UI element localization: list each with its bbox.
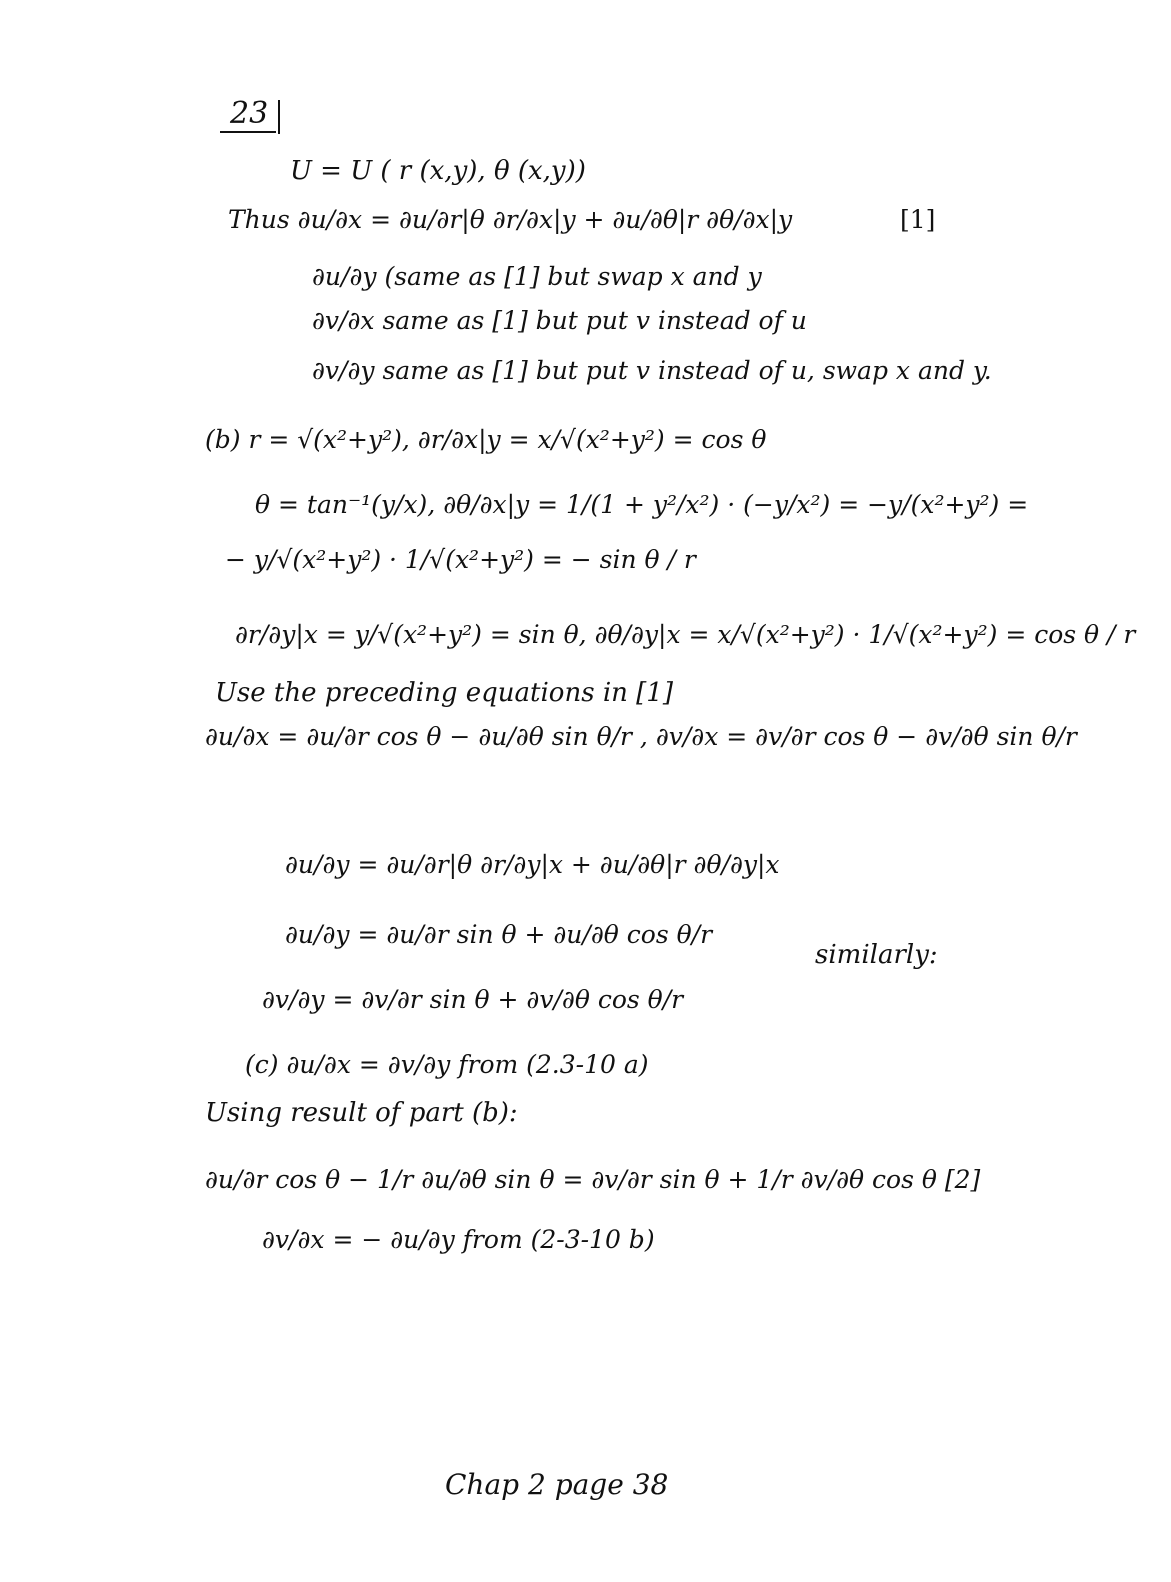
- problem-number-bar: [278, 100, 280, 134]
- part-c-cauchy-riemann-a: (c) ∂u/∂x = ∂v/∂y from (2.3-10 a): [245, 1050, 649, 1079]
- note-dvdy: ∂v/∂y same as [1] but put v instead of u, swap x and y.: [312, 356, 992, 385]
- equation-2: ∂u/∂r cos θ − 1/r ∂u/∂θ sin θ = ∂v/∂r sin θ + 1/r ∂v/∂θ cos θ [2]: [205, 1165, 981, 1194]
- similarly-note: similarly:: [815, 940, 938, 970]
- dvdy-result: ∂v/∂y = ∂v/∂r sin θ + ∂v/∂θ cos θ/r: [262, 985, 684, 1014]
- dudx-dvdx-result: ∂u/∂x = ∂u/∂r cos θ − ∂u/∂θ sin θ/r , ∂v/∂x = ∂v/∂r cos θ − ∂v/∂θ sin θ/r: [205, 722, 1077, 751]
- part-b-theta-derivative: θ = tan⁻¹(y/x), ∂θ/∂x|y = 1/(1 + y²/x²) · (−y/x²) = −y/(x²+y²) =: [255, 490, 1029, 519]
- using-result-note: Using result of part (b):: [205, 1098, 518, 1128]
- part-b-theta-simplified: − y/√(x²+y²) · 1/√(x²+y²) = − sin θ / r: [225, 545, 696, 574]
- part-c-cauchy-riemann-b: ∂v/∂x = − ∂u/∂y from (2-3-10 b): [262, 1225, 655, 1254]
- page-footer: Chap 2 page 38: [445, 1468, 669, 1501]
- problem-number: 23: [220, 96, 276, 133]
- function-definition: U = U ( r (x,y), θ (x,y)): [290, 156, 586, 186]
- note-dvdx: ∂v/∂x same as [1] but put v instead of u: [312, 306, 807, 335]
- part-b-y-derivatives: ∂r/∂y|x = y/√(x²+y²) = sin θ, ∂θ/∂y|x = x/√(x²+y²) · 1/√(x²+y²) = cos θ / r: [235, 620, 1136, 649]
- use-preceding-note: Use the preceding equations in [1]: [215, 678, 673, 708]
- part-b-r-derivative: (b) r = √(x²+y²), ∂r/∂x|y = x/√(x²+y²) = cos θ: [205, 425, 767, 454]
- chain-rule-dudy: ∂u/∂y = ∂u/∂r|θ ∂r/∂y|x + ∂u/∂θ|r ∂θ/∂y|x: [285, 850, 780, 879]
- dudy-result: ∂u/∂y = ∂u/∂r sin θ + ∂u/∂θ cos θ/r: [285, 920, 713, 949]
- equation-tag-1: [1]: [900, 205, 936, 234]
- note-dudy: ∂u/∂y (same as [1] but swap x and y: [312, 262, 762, 291]
- chain-rule-dudx: Thus ∂u/∂x = ∂u/∂r|θ ∂r/∂x|y + ∂u/∂θ|r ∂θ/∂x|y: [228, 205, 793, 234]
